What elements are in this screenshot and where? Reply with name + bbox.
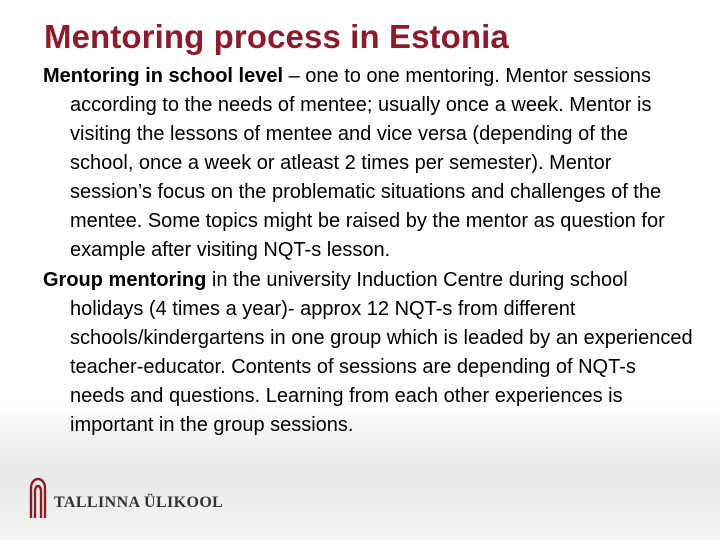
slide-body — [43, 62, 693, 441]
paragraph-lead: Mentoring in school level — [43, 65, 284, 87]
university-arch-icon — [28, 474, 48, 518]
paragraph-lead: Group mentoring — [43, 269, 207, 291]
university-name: TALLINNA ÜLIKOOL — [54, 494, 224, 511]
paragraph-text: – one to one mentoring. Mentor sessions according to the needs of mentee; usually once a week. Mentor is visiting the lessons of mentee and vice versa (depending of the school, once a week or atleast 2 times per semester). Mentor session’s focus on the problematic situations and challenges of the mentee. Some topics might be raised by the mentor as question for example after visiting NQT-s lesson. — [70, 65, 665, 261]
paragraph-group-mentoring — [43, 266, 693, 440]
paragraph-school-level — [43, 62, 693, 265]
slide-title: Mentoring process in Estonia — [44, 18, 509, 55]
university-logo — [28, 474, 228, 520]
paragraph-text: in the university Induction Centre during school holidays (4 times a year)- approx 12 NQT-s from different schools/kindergartens in one group which is leaded by an experienced teacher-educator. Contents of sessions are depending of NQT-s needs and questions. Learning from each other experiences is important in the group sessions. — [70, 269, 693, 436]
